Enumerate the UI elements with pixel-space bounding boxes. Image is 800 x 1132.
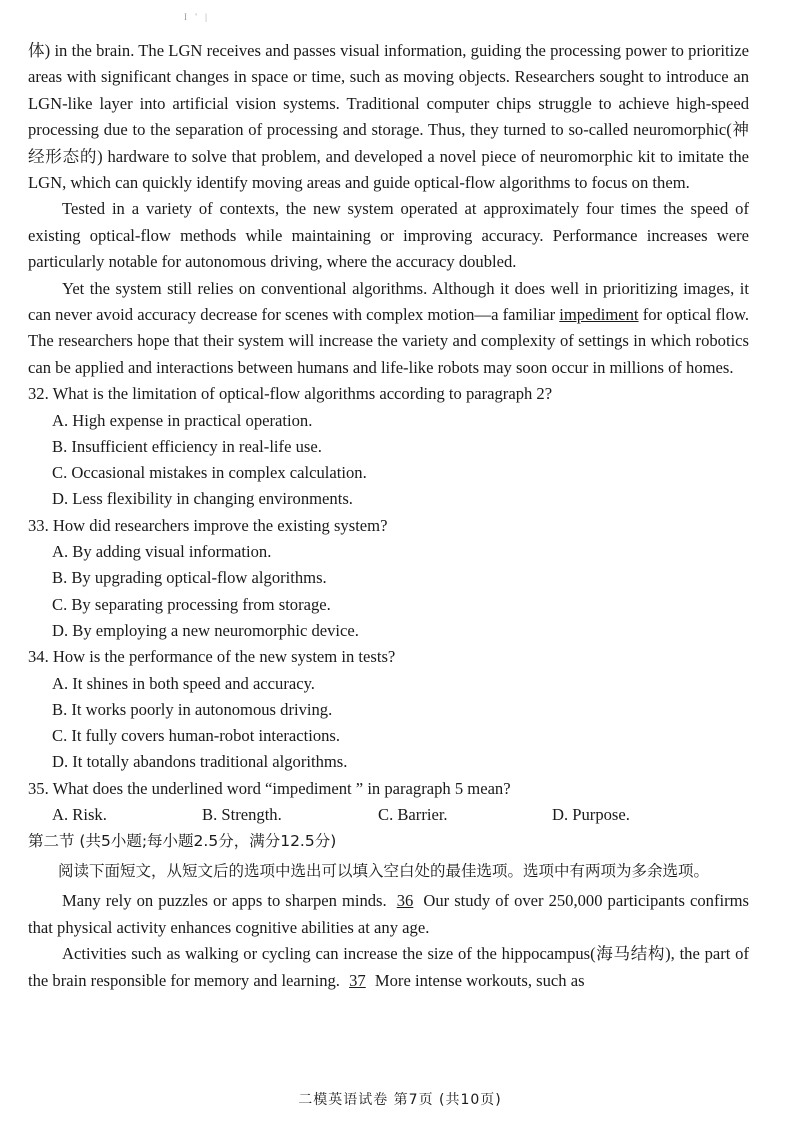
question-33: 33. How did researchers improve the existing system?	[28, 515, 388, 535]
question-33-option-b: B. By upgrading optical-flow algorithms.	[52, 568, 327, 588]
section-2-paragraph-1-end: Our study of over 250,000 participants confirms that physical activity enhances cognitive abilities at any age.	[28, 891, 749, 937]
underlined-word: impediment	[559, 305, 639, 325]
question-35-option-a: A. Risk.	[52, 805, 107, 825]
passage-paragraph-2: Tested in a variety of contexts, the new system operated at approximately four times the speed of existing optical-flow methods while maintaining or improving accuracy. Performance increases were particularly notable for autonomous driving, where the accuracy doubled.	[28, 199, 749, 272]
question-32-option-a: A. High expense in practical operation.	[52, 410, 313, 430]
question-32: 32. What is the limitation of optical-flow algorithms according to paragraph 2?	[28, 384, 553, 404]
question-34-option-c: C. It fully covers human-robot interactions.	[52, 726, 341, 746]
passage-paragraph-3-end: for optical flow. The researchers hope that their system will increase the variety and complexity of settings in which robotics can be applied and interactions between humans and life-like robots may soon occur in millions of homes.	[28, 305, 750, 377]
question-33-option-c: C. By separating processing from storage.	[52, 594, 331, 614]
question-34-option-a: A. It shines in both speed and accuracy.	[52, 673, 315, 693]
question-32-option-c: C. Occasional mistakes in complex calculation.	[52, 463, 367, 483]
page-content	[28, 38, 749, 994]
question-32-option-b: B. Insufficient efficiency in real-life use.	[52, 436, 322, 456]
question-35-options	[28, 802, 749, 828]
section-2-paragraph-2-start: Activities such as walking or cycling can increase the size of the hippocampus(海马结构), the part of the brain responsible for memory and learning.	[28, 944, 749, 990]
section-2-paragraph-2-end: More intense workouts, such as	[370, 970, 585, 990]
section-2-instructions: 阅读下面短文，从短文后的选项中选出可以填入空白处的最佳选项。选项中有两项为多余选项。	[58, 862, 710, 881]
question-35-option-c: C. Barrier.	[378, 805, 448, 825]
passage-paragraph-3-start: Yet the system still relies on conventional algorithms. Although it does well in prioritizing images, it can never avoid accuracy decrease for scenes with complex motion—a familiar	[28, 278, 749, 325]
question-35-option-b: B. Strength.	[202, 805, 282, 825]
question-32-option-d: D. Less flexibility in changing environments.	[52, 489, 353, 509]
section-2-title: 第二节 (共5小题;每小题2.5分，满分12.5分)	[28, 832, 337, 851]
question-33-option-a: A. By adding visual information.	[52, 542, 272, 562]
page-footer: 二模英语试卷 第7页 (共10页)	[298, 1092, 502, 1108]
scan-mark: I ' |	[184, 12, 210, 22]
section-2-paragraph-2	[28, 941, 749, 994]
blank-36: 36	[396, 891, 414, 911]
question-35: 35. What does the underlined word “impediment ” in paragraph 5 mean?	[28, 778, 511, 798]
passage-paragraph-1: 体) in the brain. The LGN receives and passes visual information, guiding the processing power to prioritize areas with significant changes in space or time, such as moving objects. Researchers sought to introduce an LGN-like layer into artificial vision systems. Traditional computer chips struggle to achieve high-speed processing due to the separation of processing and storage. Thus, they turned to so-called neuromorphic(神经形态的) hardware to solve that problem, and developed a novel piece of neuromorphic kit to imitate the LGN, which can quickly identify moving areas and guide optical-flow algorithms to focus on them.	[28, 41, 749, 193]
question-34-option-b: B. It works poorly in autonomous driving.	[52, 699, 333, 719]
passage-paragraph-3	[28, 276, 749, 382]
question-33-option-d: D. By employing a new neuromorphic device.	[52, 620, 359, 640]
section-2-paragraph-1-start: Many rely on puzzles or apps to sharpen minds.	[62, 891, 387, 911]
question-34-option-d: D. It totally abandons traditional algorithms.	[52, 752, 348, 772]
question-35-option-d: D. Purpose.	[552, 805, 630, 825]
section-2-paragraph-1	[28, 888, 749, 941]
blank-37: 37	[349, 970, 366, 990]
question-34: 34. How is the performance of the new system in tests?	[28, 647, 396, 667]
